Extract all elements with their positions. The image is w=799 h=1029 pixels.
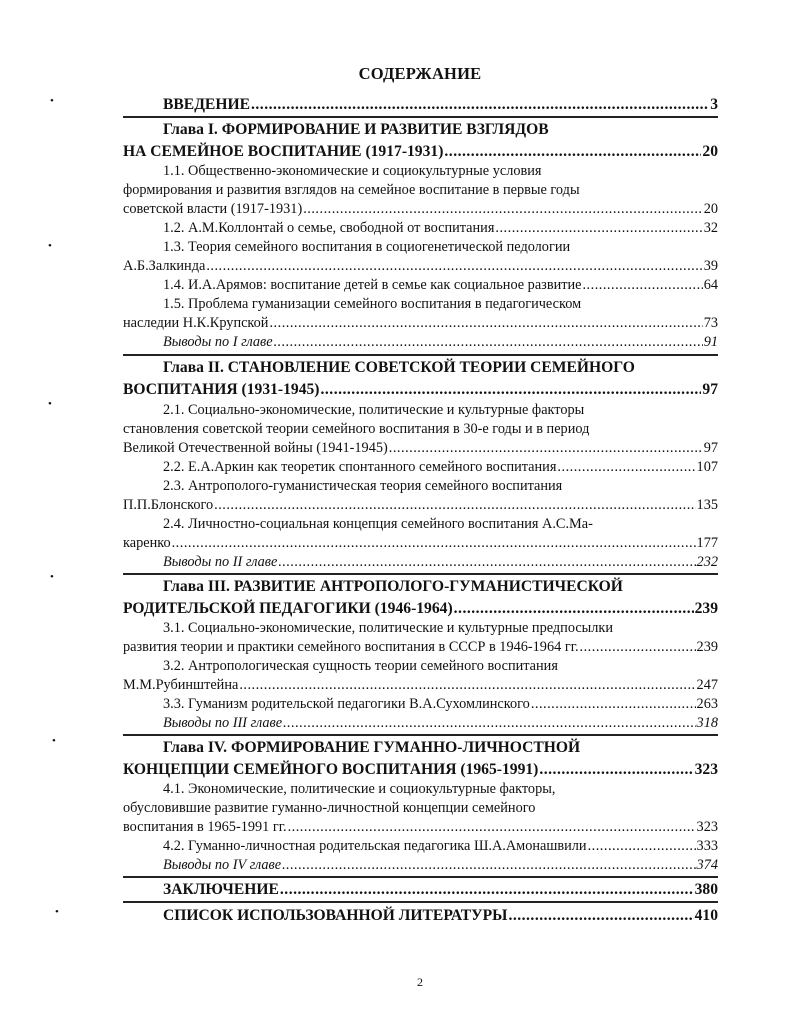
leader-dots <box>206 256 702 277</box>
chapter-1-page: 20 <box>702 143 718 160</box>
chapter-4-page: 323 <box>694 761 718 778</box>
toc-entry-1-5-line1[interactable]: 1.5. Проблема гуманизации семейного воспитания в педагогическом <box>163 296 582 312</box>
toc-intro-page: 3 <box>710 96 718 113</box>
toc-entry-4-1-line3[interactable] <box>123 817 718 838</box>
toc-entry-page: 135 <box>696 497 718 513</box>
toc-entry-2-3-line2[interactable] <box>123 495 718 516</box>
leader-dots <box>214 495 695 516</box>
toc-entry-1-3-line1[interactable]: 1.3. Теория семейного воспитания в социогенетической педологии <box>163 239 571 255</box>
margin-bullet: • <box>52 735 56 747</box>
toc-intro-text: ВВЕДЕНИЕ <box>163 96 250 113</box>
toc-entry-page: 73 <box>703 315 718 331</box>
toc-entry-page: 232 <box>696 554 718 570</box>
leader-dots <box>321 379 702 400</box>
toc-entry-2-1-line3[interactable] <box>123 438 718 459</box>
toc-entry-page: 32 <box>703 220 718 236</box>
toc-entry-page: 107 <box>696 459 718 475</box>
toc-entry-page: 323 <box>696 819 718 835</box>
leader-dots <box>389 438 703 459</box>
toc-entry-1-3-line2[interactable] <box>123 256 718 277</box>
section-divider <box>123 573 718 575</box>
toc-entry-4-1-line1[interactable]: 4.1. Экономические, политические и социокультурные факторы, <box>163 781 556 797</box>
toc-entry-text: Выводы по II главе <box>163 554 278 570</box>
section-divider <box>123 901 718 903</box>
toc-conclusion-ch2[interactable] <box>123 552 718 573</box>
section-divider <box>123 116 718 118</box>
chapter-1-title-line1[interactable]: Глава I. ФОРМИРОВАНИЕ И РАЗВИТИЕ ВЗГЛЯДОВ <box>163 121 549 138</box>
toc-entry-text: 3.3. Гуманизм родительской педагогики В.А.Сухомлинского <box>163 696 530 712</box>
leader-dots <box>303 199 703 220</box>
chapter-4-title-line2[interactable] <box>123 759 718 780</box>
toc-entry-text: СПИСОК ИСПОЛЬЗОВАННОЙ ЛИТЕРАТУРЫ <box>163 907 508 924</box>
leader-dots <box>282 855 695 876</box>
toc-entry-1-4[interactable] <box>123 275 718 296</box>
margin-bullet: • <box>48 240 52 252</box>
leader-dots <box>278 552 695 573</box>
toc-entry-3-1-line1[interactable]: 3.1. Социально-экономические, политические и культурные предпосылки <box>163 620 614 636</box>
section-divider <box>123 734 718 736</box>
toc-entry-page: 91 <box>703 334 718 350</box>
chapter-2-title-line2[interactable] <box>123 379 718 400</box>
margin-bullet: • <box>50 95 54 107</box>
toc-entry-text: М.М.Рубинштейна <box>123 677 239 693</box>
chapter-4-title-text: КОНЦЕПЦИИ СЕМЕЙНОГО ВОСПИТАНИЯ (1965-1991) <box>123 761 539 778</box>
toc-entry-page: 410 <box>694 907 718 924</box>
toc-entry-text: Выводы по IV главе <box>163 857 282 873</box>
toc-entry-page: 20 <box>703 201 718 217</box>
toc-entry-1-5-line2[interactable] <box>123 313 718 334</box>
toc-conclusion-ch3[interactable] <box>123 713 718 734</box>
page-title: СОДЕРЖАНИЕ <box>358 64 482 83</box>
margin-bullet: • <box>48 398 52 410</box>
toc-entry-text: П.П.Блонского <box>123 497 214 513</box>
toc-entry-1-1-line2[interactable]: формирования и развития взглядов на семейное воспитание в первые годы <box>123 182 580 198</box>
toc-entry-text: 1.4. И.А.Арямов: воспитание детей в семье как социальное развитие <box>163 277 582 293</box>
toc-entry-text: каренко <box>123 535 171 551</box>
leader-dots <box>582 275 702 296</box>
chapter-2-page: 97 <box>702 381 718 398</box>
page-number: 2 <box>417 975 423 989</box>
toc-entry-page: 64 <box>703 277 718 293</box>
toc-entry-2-4-line1[interactable]: 2.4. Личностно-социальная концепция семейного воспитания А.С.Ма- <box>163 516 593 532</box>
toc-entry-text: ЗАКЛЮЧЕНИЕ <box>163 881 279 898</box>
leader-dots <box>557 457 695 478</box>
leader-dots <box>444 141 701 162</box>
toc-entry-text: А.Б.Залкинда <box>123 258 206 274</box>
leader-dots <box>239 675 695 696</box>
leader-dots <box>508 905 693 926</box>
toc-entry-4-2[interactable] <box>123 836 718 857</box>
toc-entry-text: наследии Н.К.Крупской <box>123 315 269 331</box>
toc-entry-3-1-line2[interactable] <box>123 637 718 658</box>
toc-entry-2-1-line1[interactable]: 2.1. Социально-экономические, политические и культурные факторы <box>163 402 585 418</box>
toc-entry-text: воспитания в 1965-1991 гг. <box>123 819 287 835</box>
toc-entry-1-1-line3[interactable] <box>123 199 718 220</box>
leader-dots <box>280 879 694 900</box>
toc-entry-text: Выводы по I главе <box>163 334 273 350</box>
toc-entry-2-1-line2[interactable]: становления советской теории семейного воспитания в 30-е годы и в период <box>123 421 590 437</box>
toc-entry-page: 380 <box>694 881 718 898</box>
chapter-1-title-line2[interactable] <box>123 141 718 162</box>
toc-entry-4-1-line2[interactable]: обусловившие развитие гуманно-личностной концепции семейного <box>123 800 536 816</box>
section-divider <box>123 876 718 878</box>
toc-entry-page: 247 <box>696 677 718 693</box>
chapter-3-title-text: РОДИТЕЛЬСКОЙ ПЕДАГОГИКИ (1946-1964) <box>123 600 453 617</box>
toc-entry-2-4-line2[interactable] <box>123 533 718 554</box>
chapter-2-title-line1[interactable]: Глава II. СТАНОВЛЕНИЕ СОВЕТСКОЙ ТЕОРИИ СЕМЕЙНОГО <box>163 359 635 376</box>
toc-entry-page: 239 <box>696 639 718 655</box>
toc-entry-text: 4.2. Гуманно-личностная родительская педагогика Ш.А.Амонашвили <box>163 838 587 854</box>
toc-entry-page: 263 <box>696 696 718 712</box>
section-divider <box>123 354 718 356</box>
leader-dots <box>172 533 696 554</box>
leader-dots <box>251 94 709 115</box>
toc-entry-page: 318 <box>696 715 718 731</box>
leader-dots <box>288 817 696 838</box>
leader-dots <box>269 313 702 334</box>
toc-entry-2-2[interactable] <box>123 457 718 478</box>
leader-dots <box>588 836 696 857</box>
toc-entry-page: 97 <box>703 440 718 456</box>
chapter-3-page: 239 <box>694 600 718 617</box>
toc-entry-1-2[interactable] <box>123 218 718 239</box>
toc-conclusion[interactable] <box>123 879 718 900</box>
toc-entry-page: 374 <box>696 857 718 873</box>
toc-entry-page: 39 <box>703 258 718 274</box>
toc-entry-text: Выводы по III главе <box>163 715 283 731</box>
leader-dots <box>454 598 694 619</box>
chapter-1-title-text: НА СЕМЕЙНОЕ ВОСПИТАНИЕ (1917-1931) <box>123 143 444 160</box>
toc-references[interactable] <box>123 905 718 926</box>
toc-entry-page: 333 <box>696 838 718 854</box>
toc-entry-2-3-line1[interactable]: 2.3. Антрополого-гуманистическая теория семейного воспитания <box>163 478 563 494</box>
chapter-3-title-line2[interactable] <box>123 598 718 619</box>
leader-dots <box>580 637 696 658</box>
chapter-2-title-text: ВОСПИТАНИЯ (1931-1945) <box>123 381 320 398</box>
leader-dots <box>274 332 703 353</box>
toc-entry-page: 177 <box>696 535 718 551</box>
toc-entry-3-2-line1[interactable]: 3.2. Антропологическая сущность теории семейного воспитания <box>163 658 558 674</box>
toc-conclusion-ch4[interactable] <box>123 855 718 876</box>
leader-dots <box>283 713 695 734</box>
toc-entry-text: Великой Отечественной войны (1941-1945) <box>123 440 388 456</box>
margin-bullet: • <box>55 906 59 918</box>
toc-intro[interactable] <box>123 94 718 115</box>
leader-dots <box>539 759 693 780</box>
leader-dots <box>531 694 696 715</box>
toc-entry-3-2-line2[interactable] <box>123 675 718 696</box>
toc-entry-text: 1.2. А.М.Коллонтай о семье, свободной от воспитания <box>163 220 495 236</box>
chapter-3-title-line1[interactable]: Глава III. РАЗВИТИЕ АНТРОПОЛОГО-ГУМАНИСТИЧЕСКОЙ <box>163 578 623 595</box>
leader-dots <box>495 218 702 239</box>
toc-entry-text: советской власти (1917-1931) <box>123 201 303 217</box>
chapter-4-title-line1[interactable]: Глава IV. ФОРМИРОВАНИЕ ГУМАННО-ЛИЧНОСТНОЙ <box>163 739 581 756</box>
toc-entry-text: 2.2. Е.А.Аркин как теоретик спонтанного семейного воспитания <box>163 459 557 475</box>
toc-entry-text: развития теории и практики семейного воспитания в СССР в 1946-1964 гг. <box>123 639 579 655</box>
toc-entry-3-3[interactable] <box>123 694 718 715</box>
toc-entry-1-1-line1[interactable]: 1.1. Общественно-экономические и социокультурные условия <box>163 163 542 179</box>
toc-conclusion-ch1[interactable] <box>123 332 718 353</box>
margin-bullet: • <box>50 571 54 583</box>
